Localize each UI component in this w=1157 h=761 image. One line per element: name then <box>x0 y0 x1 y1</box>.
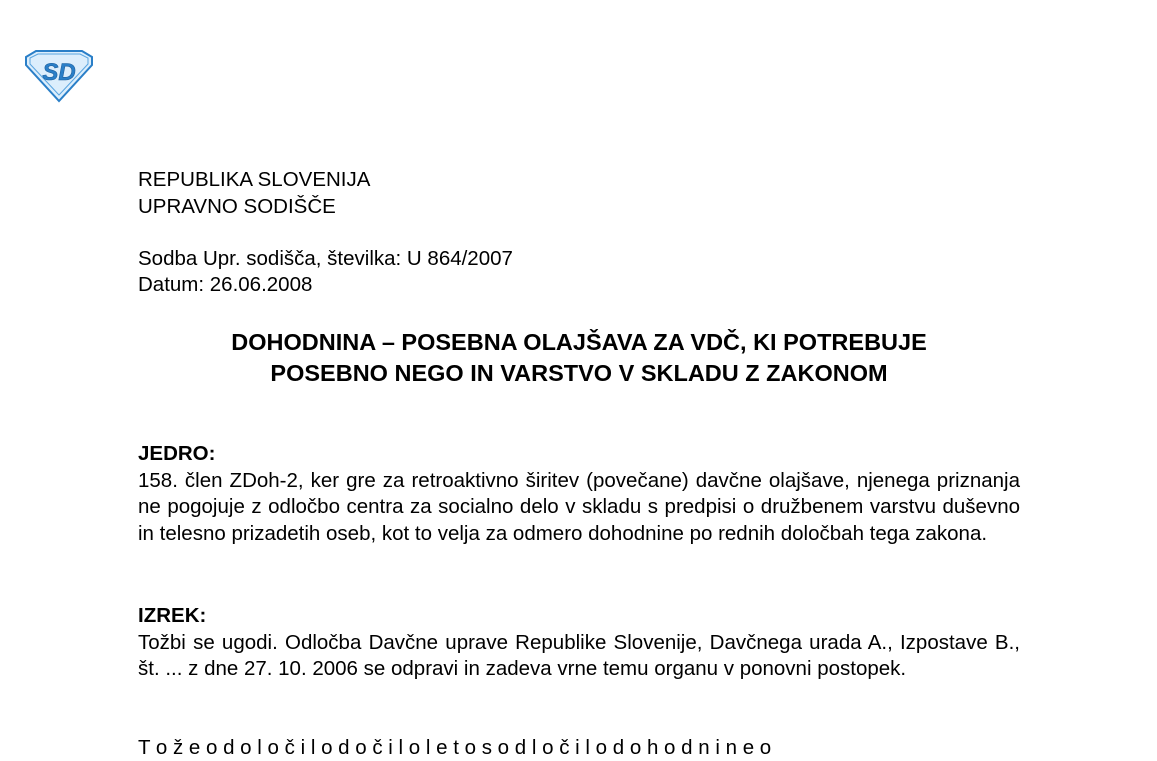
document-title <box>138 327 1020 389</box>
section-heading-jedro: JEDRO: <box>138 442 216 465</box>
cutoff-text-glyphs: T o ž e o d o l o č i l o d o č i l o l e t o s o d l o č i l o d o h o d n i n e o <box>138 736 772 759</box>
court-country: REPUBLIKA SLOVENIJA <box>138 168 371 191</box>
court-name: UPRAVNO SODIŠČE <box>138 195 336 218</box>
section-izrek <box>138 603 1020 683</box>
case-meta <box>138 246 513 298</box>
court-logo-icon <box>22 49 96 103</box>
case-date: Datum: 26.06.2008 <box>138 273 313 296</box>
cutoff-text-fragment <box>138 736 1020 759</box>
title-line-2: POSEBNO NEGO IN VARSTVO V SKLADU Z ZAKONOM <box>270 360 888 386</box>
section-heading-izrek: IZREK: <box>138 604 207 627</box>
section-body-izrek: Tožbi se ugodi. Odločba Davčne uprave Republike Slovenije, Davčnega urada A., Izpostave B., št. ... z dne 27. 10. 2006 se odpravi in zadeva vrne temu organu v ponovni postopek. <box>138 630 1020 680</box>
section-body-jedro: 158. člen ZDoh-2, ker gre za retroaktivno širitev (povečane) davčne olajšave, njenega priznanja ne pogojuje z odločbo centra za socialno delo v skladu s predpisi o družbenem varstvu duševno in telesno prizadetih oseb, kot to velja za odmero dohodnine po rednih določbah tega zakona. <box>138 468 1020 545</box>
court-header <box>138 166 370 220</box>
svg-text:SD: SD <box>42 59 76 86</box>
section-jedro <box>138 441 1020 547</box>
case-number: Sodba Upr. sodišča, številka: U 864/2007 <box>138 247 513 270</box>
title-line-1: DOHODNINA – POSEBNA OLAJŠAVA ZA VDČ, KI POTREBUJE <box>231 329 927 355</box>
